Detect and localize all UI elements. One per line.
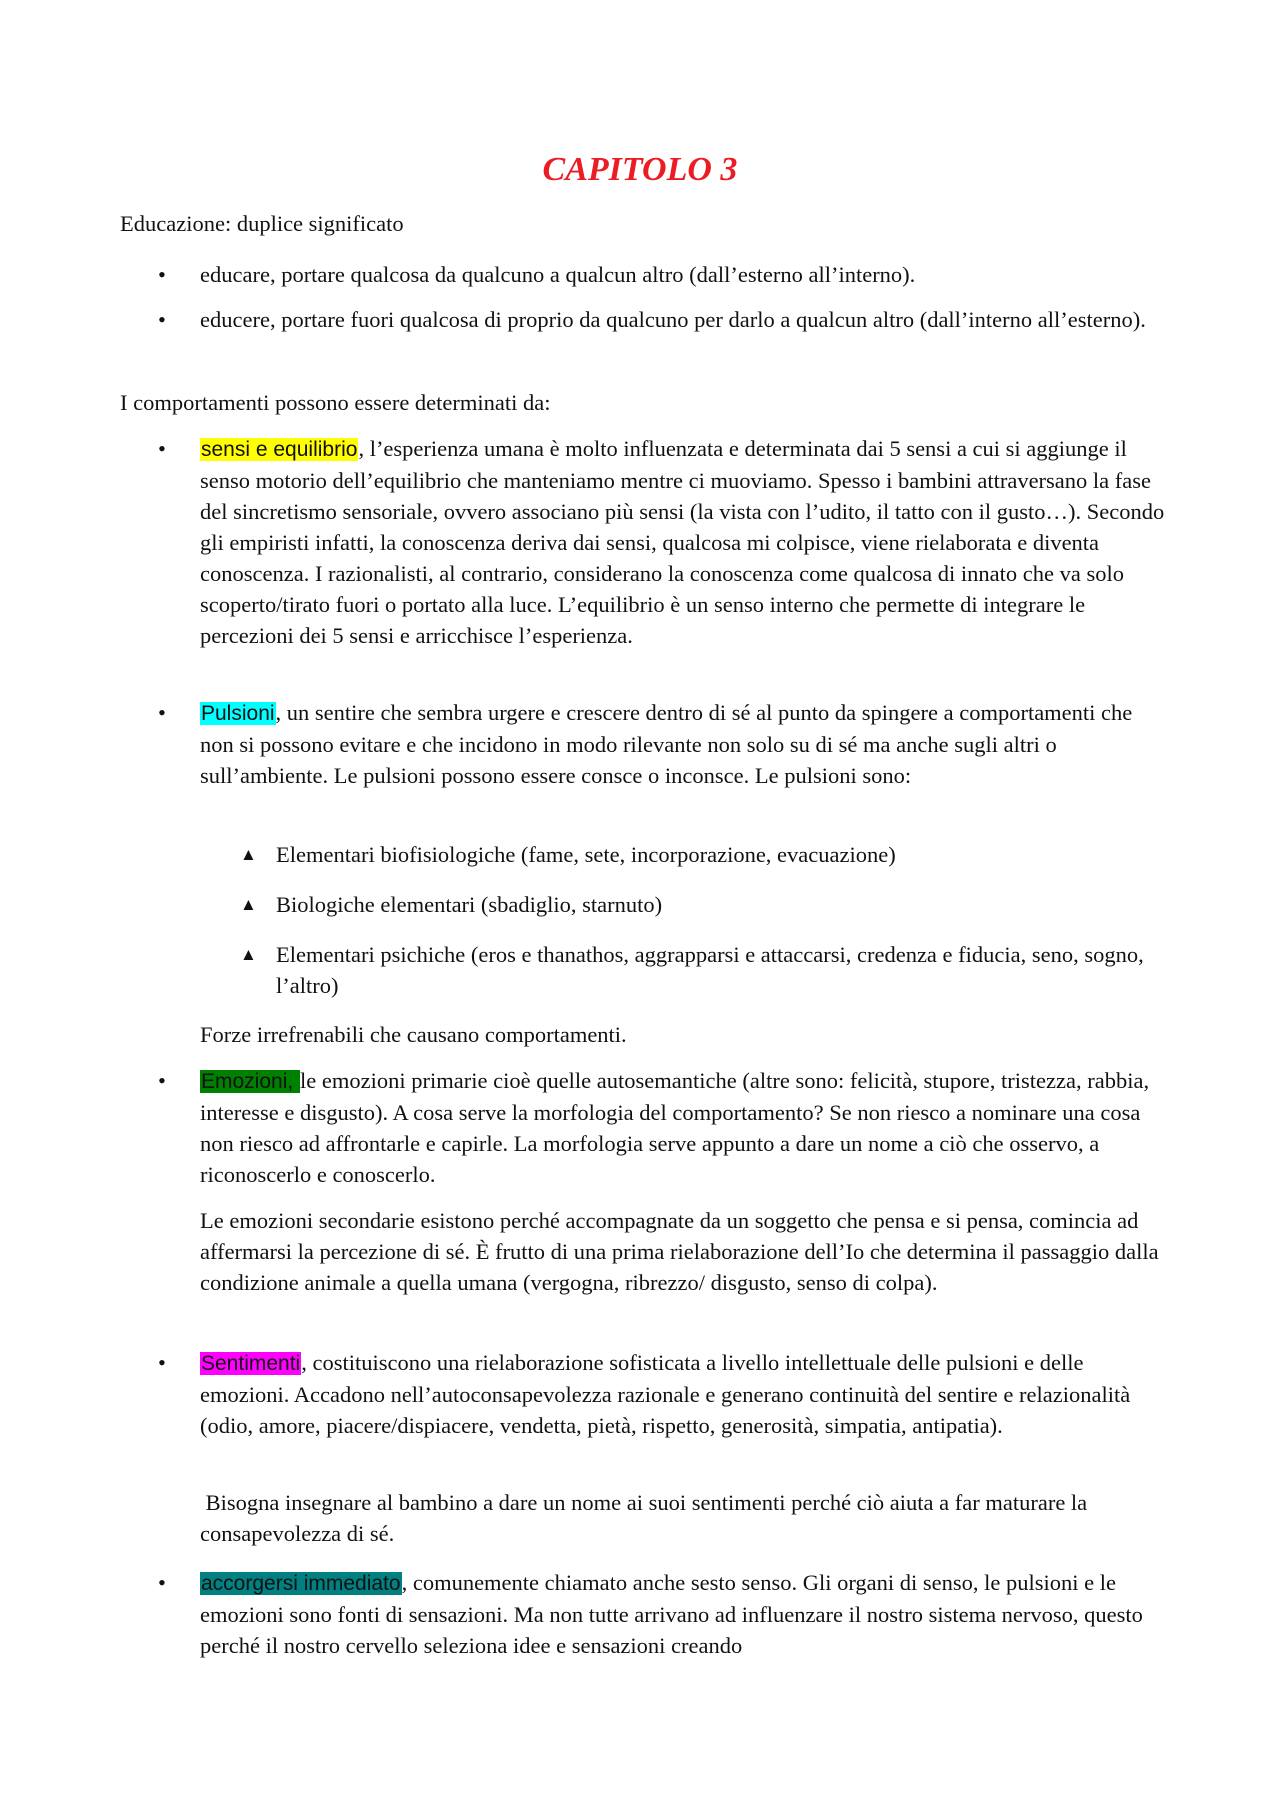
chapter-title: CAPITOLO 3	[542, 151, 738, 188]
intro-paragraph: Educazione: duplice significato	[120, 211, 404, 236]
sub-item	[240, 939, 1170, 1001]
bullet-icon: •	[158, 1570, 166, 1595]
item-body: le emozioni primarie cioè quelle autosemantiche (altre sono: felicità, stupore, tristezza, rabbia, interesse e disgusto). A cosa serve la morfologia del comportamento? Se non riesco a nominare una cosa non riesco ad affrontarle e capirle. La morfologia serve appunto a dare un nome a ciò che osservo, a riconoscerlo e conoscerlo.	[200, 1068, 1150, 1187]
triangle-bullet-icon: ▲	[240, 945, 257, 964]
highlight-term: accorgersi immediato	[201, 1572, 401, 1595]
list-item-sensi	[158, 433, 1170, 651]
list-item-text	[200, 1065, 1170, 1190]
item-body: , comunemente chiamato anche sesto senso. Gli organi di senso, le pulsioni e le emozioni sono fonti di sensazioni. Ma non tutte arrivano ad influenzare il nostro sistema nervoso, questo perché il nostro cervello seleziona idee e sensazioni creando	[200, 1570, 1143, 1658]
item-body: , costituiscono una rielaborazione sofisticata a livello intellettuale delle pulsioni e delle emozioni. Accadono nell’autoconsapevolezza razionale e generano continuità del sentire e relazionalità (odio, amore, piacere/dispiacere, vendetta, pietà, rispetto, generosità, simpatia, antipatia).	[200, 1350, 1131, 1438]
bullet-icon: •	[158, 307, 166, 332]
highlight-term: Emozioni,	[201, 1070, 300, 1093]
triangle-bullet-icon: ▲	[240, 845, 257, 864]
list-item-text	[200, 1567, 1170, 1661]
sentimenti-followup-paragraph: Bisogna insegnare al bambino a dare un nome ai suoi sentimenti perché ciò aiuta a far maturare la consapevolezza di sé.	[200, 1490, 1093, 1546]
list-item-accorgersi	[158, 1567, 1170, 1661]
list-item-emozioni	[158, 1065, 1170, 1190]
list-item-text	[200, 697, 1170, 791]
sub-item-text: Elementari biofisiologiche (fame, sete, incorporazione, evacuazione)	[276, 842, 896, 867]
bullet-icon: •	[158, 436, 166, 461]
item-body: , l’esperienza umana è molto influenzata e determinata dai 5 sensi a cui si aggiunge il senso motorio dell’equilibrio che manteniamo mentre ci muoviamo. Spesso i bambini attraversano la fase del sincretismo sensoriale, ovvero associano più sensi (la vista con l’udito, il tatto con il gusto…). Secondo gli empiristi infatti, la conoscenza deriva dai sensi, qualcosa mi colpisce, viene rielaborata e diventa conoscenza. I razionalisti, al contrario, considerano la conoscenza come qualcosa di innato che va solo scoperto/tirato fuori o portato alla luce. L’equilibrio è un senso interno che permette di integrare le percezioni dei 5 sensi e arricchisce l’esperienza.	[200, 436, 1165, 648]
bullet-icon: •	[158, 262, 166, 287]
emozioni-secondarie-paragraph: Le emozioni secondarie esistono perché accompagnate da un soggetto che pensa e si pensa, comincia ad affermarsi la percezione di sé. È frutto di una prima rielaborazione dell’Io che determina il passaggio dalla condizione animale a quella umana (vergogna, ribrezzo/ disgusto, senso di colpa).	[200, 1208, 1159, 1295]
list-item-text	[200, 433, 1170, 651]
item-body: , un sentire che sembra urgere e crescere dentro di sé al punto da spingere a comportamenti che non si possono evitare e che incidono in modo rilevante non solo su di sé ma anche sugli altri o sull’ambiente. Le pulsioni possono essere consce o inconsce. Le pulsioni sono:	[200, 700, 1133, 788]
list-item-educere	[158, 304, 1170, 335]
behaviours-intro: I comportamenti possono essere determinati da:	[120, 390, 551, 415]
highlight-term: Pulsioni	[201, 702, 275, 725]
list-item-text	[200, 1347, 1170, 1441]
bullet-icon: •	[158, 1350, 166, 1375]
sub-item-text: Elementari psichiche (eros e thanathos, aggrapparsi e attaccarsi, credenza e fiducia, seno, sogno, l’altro)	[276, 942, 1144, 998]
bullet-icon: •	[158, 1068, 166, 1093]
sub-item-text: Biologiche elementari (sbadiglio, starnuto)	[276, 892, 663, 917]
list-item-text: educere, portare fuori qualcosa di proprio da qualcuno per darlo a qualcun altro (dall’interno all’esterno).	[200, 307, 1146, 332]
list-item-text: educare, portare qualcosa da qualcuno a qualcun altro (dall’esterno all’interno).	[200, 262, 916, 287]
highlight-term: Sentimenti	[201, 1352, 301, 1375]
list-item-sentimenti	[158, 1347, 1170, 1441]
triangle-bullet-icon: ▲	[240, 895, 257, 914]
pulsioni-conclusion: Forze irrefrenabili che causano comportamenti.	[200, 1022, 627, 1047]
list-item-educare	[158, 259, 1170, 290]
sub-item	[240, 839, 1170, 870]
bullet-icon: •	[158, 700, 166, 725]
sub-item	[240, 889, 1170, 920]
list-item-pulsioni	[158, 697, 1170, 791]
highlight-term: sensi e equilibrio	[201, 438, 358, 461]
